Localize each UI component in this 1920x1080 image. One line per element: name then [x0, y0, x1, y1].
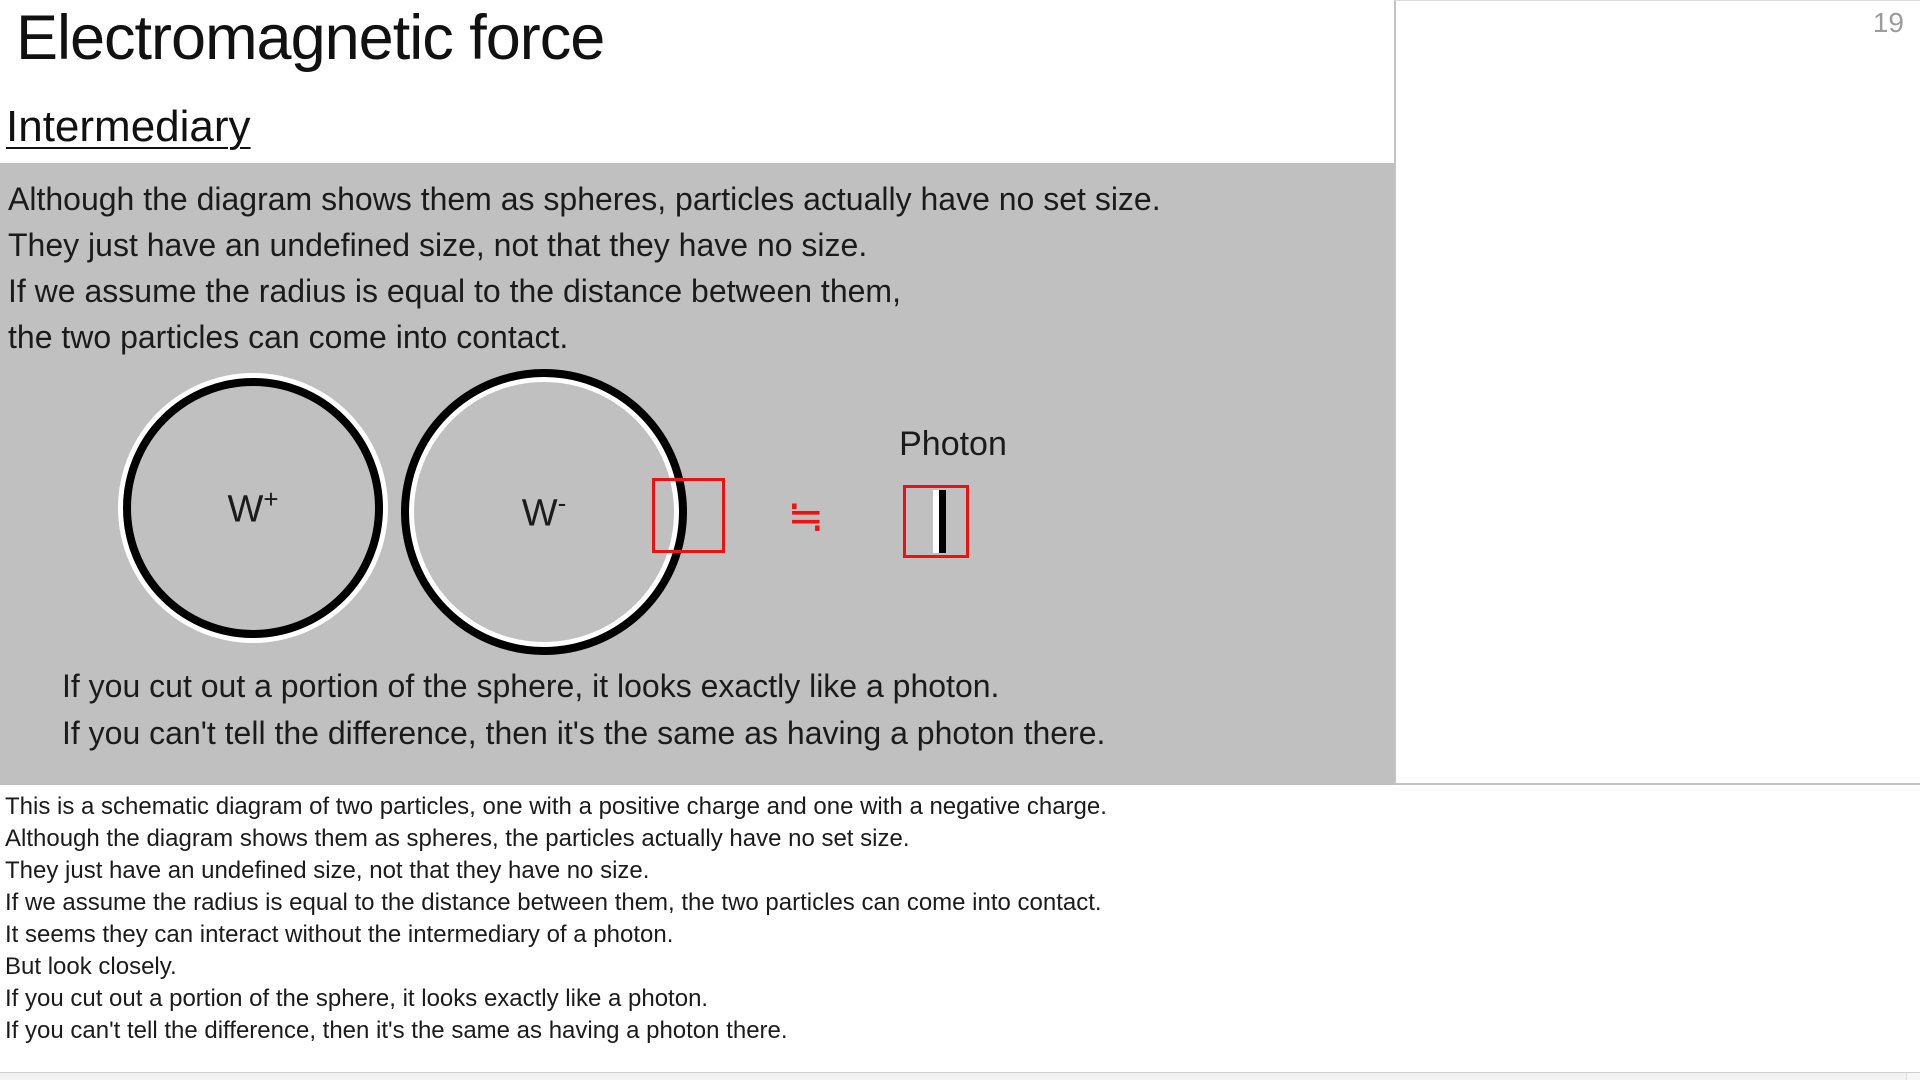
particle-sphere-w-plus [123, 378, 383, 638]
particle-label-w-minus: W- [521, 488, 567, 535]
notes-line: Although the diagram shows them as spheres, the particles actually have no set size. [5, 825, 910, 852]
horizontal-scrollbar-track[interactable] [0, 1072, 1920, 1080]
slide-body-line: If we assume the radius is equal to the distance between them, [8, 273, 901, 309]
approx-equal-symbol: ≒ [787, 491, 825, 542]
slide-title: Electromagnetic force [16, 3, 605, 73]
photon-label: Photon [899, 425, 1007, 463]
section-heading: Intermediary [6, 102, 251, 151]
notes-line: They just have an undefined size, not that they have no size. [5, 857, 650, 884]
slide-gray-panel [0, 163, 1394, 785]
notes-line: If we assume the radius is equal to the distance between them, the two particles can come into contact. [5, 889, 1102, 916]
sphere-edge-cutout-box [652, 478, 725, 553]
notes-line: But look closely. [5, 953, 177, 980]
slide-body-line: Although the diagram shows them as spheres, particles actually have no set size. [8, 181, 1161, 217]
slide-body-line: They just have an undefined size, not that they have no size. [8, 227, 868, 263]
photon-box [903, 485, 969, 558]
notes-line: If you cut out a portion of the sphere, it looks exactly like a photon. [5, 985, 709, 1012]
slide-caption-text [62, 663, 1105, 757]
slide-body-line: the two particles can come into contact. [8, 319, 569, 355]
speaker-notes-pane[interactable] [0, 785, 1920, 1072]
slide-body-text [8, 176, 1161, 360]
scrollbar-corner [1906, 1073, 1920, 1080]
speaker-notes-text [5, 791, 1107, 1047]
next-slide-panel[interactable] [1394, 0, 1920, 785]
slide-caption-line: If you can't tell the difference, then it's the same as having a photon there. [62, 715, 1106, 751]
slide-page-number: 19 [1872, 7, 1904, 38]
notes-line: This is a schematic diagram of two particles, one with a positive charge and one with a negative charge. [5, 793, 1107, 820]
photon-line-black [939, 490, 946, 553]
notes-line: It seems they can interact without the intermediary of a photon. [5, 921, 674, 948]
notes-line: If you can't tell the difference, then it's the same as having a photon there. [5, 1017, 788, 1044]
slide-caption-line: If you cut out a portion of the sphere, it looks exactly like a photon. [62, 668, 1000, 704]
particle-sphere-w-minus [401, 369, 687, 655]
particle-label-w-plus: W+ [227, 484, 279, 531]
